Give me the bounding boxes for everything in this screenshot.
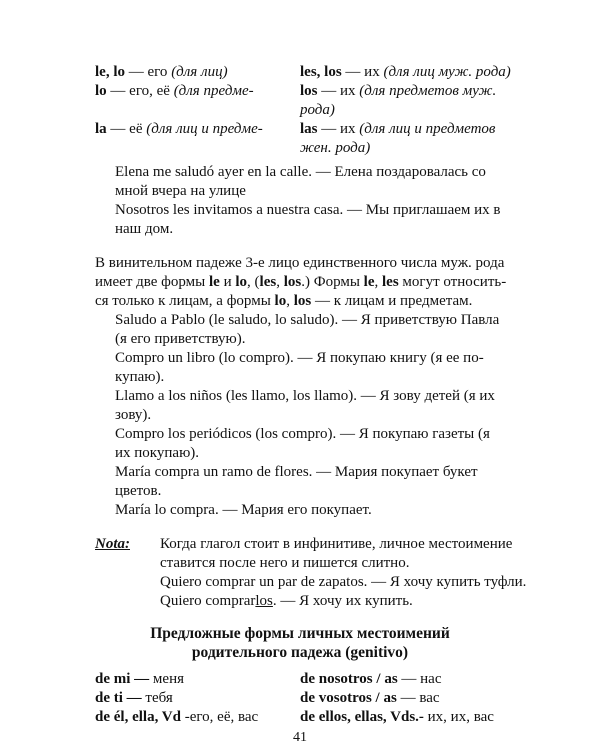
example-line: их покупаю). bbox=[115, 445, 200, 461]
nota-line: Когда глагол стоит в инфинитиве, личное местоимение bbox=[160, 536, 513, 552]
table-row: de él, ella, Vd -его, её, вас bbox=[95, 709, 259, 725]
example-line: Elena me saludó ayer en la calle. — Елена поздаровалась со bbox=[115, 164, 486, 180]
table-row: lo — его, её (для предме- bbox=[95, 83, 254, 99]
nota-label: Nota: bbox=[95, 536, 130, 552]
example-line: Compro los periódicos (los compro). — Я покупаю газеты (я bbox=[115, 426, 490, 442]
nota-line: Quiero comprarlos. — Я хочу их купить. bbox=[160, 593, 413, 609]
paragraph-line: В винительном падеже 3-е лицо единственного числа муж. рода bbox=[95, 255, 505, 271]
table-row: de nosotros / as — нас bbox=[300, 671, 442, 687]
example-line: купаю). bbox=[115, 369, 165, 385]
example-line: зову). bbox=[115, 407, 152, 423]
example-line: мной вчера на улице bbox=[115, 183, 246, 199]
nota-line: ставится после него и пишется слитно. bbox=[160, 555, 410, 571]
section-heading: Предложные формы личных местоимений bbox=[150, 625, 450, 642]
example-line: Compro un libro (lo compro). — Я покупаю книгу (я ее по- bbox=[115, 350, 484, 366]
table-row: de vosotros / as — вас bbox=[300, 690, 440, 706]
table-row: de mi — меня bbox=[95, 671, 184, 687]
example-line: цветов. bbox=[115, 483, 162, 499]
example-line: María compra un ramo de flores. — Мария покупает букет bbox=[115, 464, 478, 480]
example-line: Llamo a los niños (les llamo, los llamo). — Я зову детей (я их bbox=[115, 388, 495, 404]
example-line: (я его приветствую). bbox=[115, 331, 246, 347]
table-row: рода) bbox=[300, 102, 335, 118]
table-row: жен. рода) bbox=[300, 140, 371, 156]
page-number: 41 bbox=[293, 730, 307, 745]
table-row: de ti — тебя bbox=[95, 690, 173, 706]
example-line: María lo compra. — Мария его покупает. bbox=[115, 502, 372, 518]
table-row: les, los — их (для лиц муж. рода) bbox=[300, 64, 511, 80]
example-line: Nosotros les invitamos a nuestra casa. — Мы приглашаем их в bbox=[115, 202, 501, 218]
paragraph-line: ся только к лицам, а формы lo, los — к лицам и предметам. bbox=[95, 293, 473, 309]
example-line: Saludo a Pablo (le saludo, lo saludo). — Я приветствую Павла bbox=[115, 312, 500, 328]
example-line: наш дом. bbox=[115, 221, 174, 237]
table-row: de ellos, ellas, Vds.- их, их, вас bbox=[300, 709, 494, 725]
paragraph-line: имеет две формы le и lo, (les, los.) Формы le, les могут относить- bbox=[95, 274, 507, 290]
table-row: le, lo — его (для лиц) bbox=[95, 64, 228, 80]
table-row: las — их (для лиц и предметов bbox=[300, 121, 496, 137]
section-heading: родительного падежа (genitivo) bbox=[191, 644, 409, 661]
table-row: los — их (для предметов муж. bbox=[300, 83, 497, 99]
nota-line: Quiero comprar un par de zapatos. — Я хочу купить туфли. bbox=[160, 574, 527, 590]
table-row: la — её (для лиц и предме- bbox=[95, 121, 263, 137]
